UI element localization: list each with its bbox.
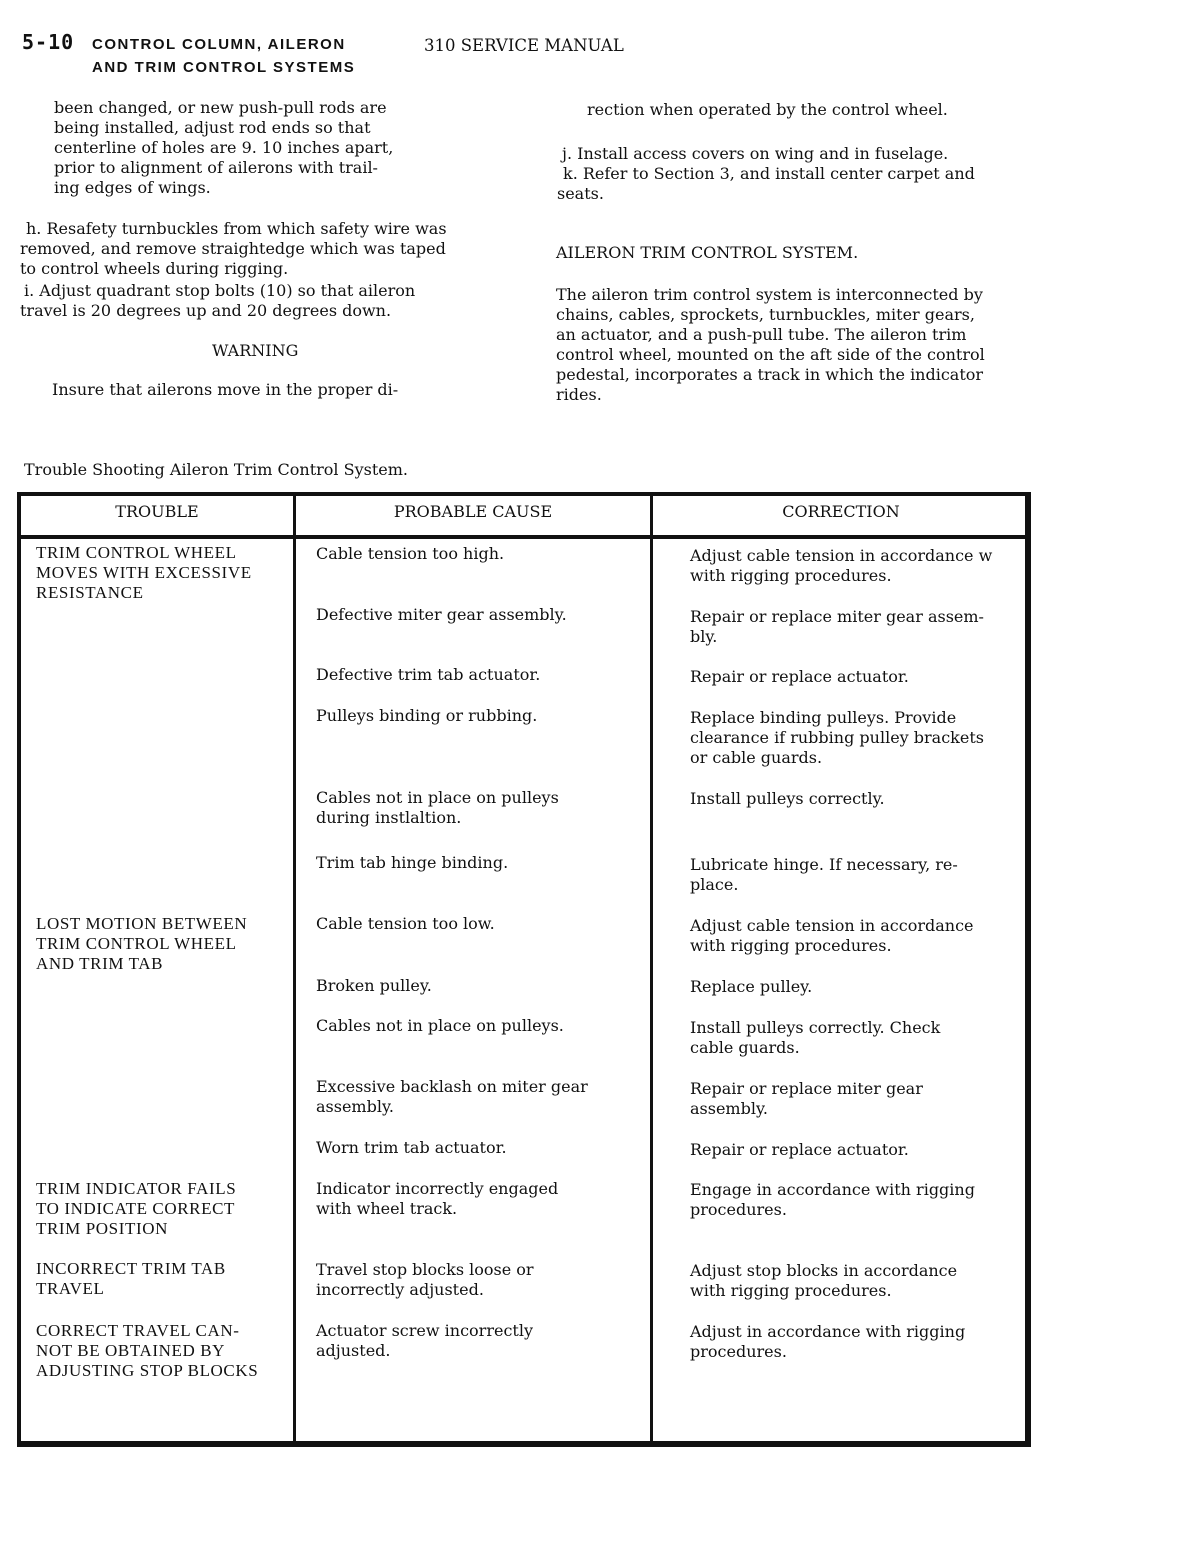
text-line: Replace pulley. [690, 977, 813, 996]
text-line: RESISTANCE [36, 583, 144, 602]
correction-cell [690, 1180, 975, 1220]
text-line: i. Adjust quadrant stop bolts (10) so that aileron [24, 281, 416, 300]
cause-cell [316, 706, 537, 726]
text-line: TRIM INDICATOR FAILS [36, 1179, 237, 1198]
section-body [556, 285, 985, 405]
text-line: AND TRIM TAB [36, 954, 164, 973]
text-line: procedures. [690, 1342, 787, 1361]
correction-cell [690, 977, 812, 997]
correction-cell [690, 546, 992, 586]
text-line: Pulleys binding or rubbing. [316, 706, 538, 725]
text-line: Adjust cable tension in accordance [690, 916, 974, 935]
cause-cell [316, 976, 432, 996]
text-line: or cable guards. [690, 748, 823, 767]
text-line: Adjust in accordance with rigging [690, 1322, 966, 1341]
correction-cell [690, 607, 984, 647]
text-line: travel is 20 degrees up and 20 degrees down. [20, 301, 392, 320]
text-line: The aileron trim control system is interconnected by [556, 285, 983, 304]
correction-cell [690, 1261, 957, 1301]
text-line: Repair or replace actuator. [690, 667, 909, 686]
trouble-cell [36, 1179, 236, 1239]
trouble-cell [36, 543, 252, 603]
text-line: TRIM POSITION [36, 1219, 168, 1238]
text-line: seats. [557, 184, 604, 203]
text-line: removed, and remove straightedge which was taped [20, 239, 446, 258]
text-line: control wheel, mounted on the aft side of the control [556, 345, 985, 364]
warning-text-continued: rection when operated by the control wheel. [587, 100, 948, 119]
text-line: with rigging procedures. [690, 1281, 892, 1300]
text-line: been changed, or new push-pull rods are [54, 98, 387, 117]
text-line: pedestal, incorporates a track in which the indicator [556, 365, 984, 384]
text-line: to control wheels during rigging. [20, 259, 289, 278]
column-divider [650, 494, 653, 1444]
cause-cell [316, 1016, 564, 1036]
text-line: INCORRECT TRIM TAB [36, 1259, 226, 1278]
text-line: Cables not in place on pulleys [316, 788, 559, 807]
cause-cell [316, 914, 495, 934]
text-line: Travel stop blocks loose or [316, 1260, 534, 1279]
paragraph-i [20, 281, 415, 321]
text-line: rides. [556, 385, 602, 404]
text-line: CORRECT TRAVEL CAN- [36, 1321, 240, 1340]
text-line: Install pulleys correctly. Check [690, 1018, 941, 1037]
text-line: TRIM CONTROL WHEEL [36, 934, 237, 953]
text-line: procedures. [690, 1200, 787, 1219]
correction-cell [690, 1018, 940, 1058]
correction-cell [690, 855, 958, 895]
text-line: Repair or replace miter gear assem- [690, 607, 984, 626]
section-title-line1: CONTROL COLUMN, AILERON [92, 36, 346, 53]
cause-cell [316, 1260, 534, 1300]
text-line: Trim tab hinge binding. [316, 853, 509, 872]
text-line: ing edges of wings. [54, 178, 211, 197]
text-line: Indicator incorrectly engaged [316, 1179, 559, 1198]
paragraph-g-continued [54, 98, 393, 198]
text-line: Cable tension too high. [316, 544, 505, 563]
text-line: Cables not in place on pulleys. [316, 1016, 564, 1035]
text-line: bly. [690, 627, 718, 646]
text-line: assembly. [690, 1099, 768, 1118]
text-line: Install pulleys correctly. [690, 789, 885, 808]
text-line: Worn trim tab actuator. [316, 1138, 507, 1157]
table-caption: Trouble Shooting Aileron Trim Control System. [24, 460, 408, 479]
text-line: prior to alignment of ailerons with trail- [54, 158, 378, 177]
text-line: k. Refer to Section 3, and install center carpet and [563, 164, 975, 183]
text-line: TO INDICATE CORRECT [36, 1199, 236, 1218]
cause-cell [316, 1077, 588, 1117]
text-line: an actuator, and a push-pull tube. The aileron trim [556, 325, 967, 344]
correction-cell [690, 789, 885, 809]
correction-cell [690, 1140, 909, 1160]
cause-cell [316, 788, 559, 828]
text-line: incorrectly adjusted. [316, 1280, 484, 1299]
section-title-line2: AND TRIM CONTROL SYSTEMS [92, 59, 356, 76]
text-line: Defective trim tab actuator. [316, 665, 541, 684]
text-line: Adjust stop blocks in accordance [690, 1261, 958, 1280]
paragraph-k [557, 164, 975, 204]
text-line: Repair or replace actuator. [690, 1140, 909, 1159]
trouble-cell [36, 1259, 226, 1299]
text-line: during instlaltion. [316, 808, 462, 827]
text-line: MOVES WITH EXCESSIVE [36, 563, 252, 582]
text-line: being installed, adjust rod ends so that [54, 118, 371, 137]
section-heading: AILERON TRIM CONTROL SYSTEM. [556, 243, 859, 262]
manual-title: 310 SERVICE MANUAL [424, 36, 624, 55]
text-line: with rigging procedures. [690, 566, 892, 585]
text-line: with rigging procedures. [690, 936, 892, 955]
correction-cell [690, 1322, 965, 1362]
text-line: place. [690, 875, 739, 894]
cause-cell [316, 853, 508, 873]
text-line: Cable tension too low. [316, 914, 495, 933]
cause-cell [316, 1321, 533, 1361]
cause-cell [316, 665, 540, 685]
paragraph-j: j. Install access covers on wing and in fuselage. [562, 144, 949, 163]
header-trouble: TROUBLE [115, 502, 199, 521]
text-line: with wheel track. [316, 1199, 458, 1218]
text-line: Excessive backlash on miter gear [316, 1077, 588, 1096]
text-line: LOST MOTION BETWEEN [36, 914, 248, 933]
cause-cell [316, 544, 504, 564]
page-number: 5-10 [22, 30, 75, 54]
trouble-cell [36, 1321, 258, 1381]
text-line: cable guards. [690, 1038, 800, 1057]
text-line: chains, cables, sprockets, turnbuckles, miter gears, [556, 305, 975, 324]
header-correction: CORRECTION [782, 502, 900, 521]
text-line: Actuator screw incorrectly [316, 1321, 533, 1340]
text-line: adjusted. [316, 1341, 391, 1360]
correction-cell [690, 916, 974, 956]
header-divider [19, 535, 1031, 539]
text-line: Lubricate hinge. If necessary, re- [690, 855, 958, 874]
header-probable-cause: PROBABLE CAUSE [393, 502, 553, 521]
cause-cell [316, 1179, 558, 1219]
text-line: Replace binding pulleys. Provide [690, 708, 957, 727]
text-line: clearance if rubbing pulley brackets [690, 728, 984, 747]
text-line: Adjust cable tension in accordance w [690, 546, 993, 565]
text-line: ADJUSTING STOP BLOCKS [36, 1361, 259, 1380]
text-line: Broken pulley. [316, 976, 432, 995]
cause-cell [316, 605, 567, 625]
text-line: NOT BE OBTAINED BY [36, 1341, 226, 1360]
warning-text: Insure that ailerons move in the proper di- [52, 380, 399, 399]
text-line: TRIM CONTROL WHEEL [36, 543, 237, 562]
text-line: centerline of holes are 9. 10 inches apart, [54, 138, 394, 157]
correction-cell [690, 1079, 923, 1119]
paragraph-h [20, 219, 447, 279]
column-divider [293, 494, 296, 1444]
trouble-cell [36, 914, 247, 974]
cause-cell [316, 1138, 507, 1158]
text-line: Engage in accordance with rigging [690, 1180, 975, 1199]
text-line: assembly. [316, 1097, 394, 1116]
text-line: TRAVEL [36, 1279, 105, 1298]
text-line: h. Resafety turnbuckles from which safety wire was [26, 219, 447, 238]
correction-cell [690, 667, 909, 687]
warning-title: WARNING [212, 341, 299, 360]
correction-cell [690, 708, 984, 768]
text-line: Repair or replace miter gear [690, 1079, 923, 1098]
text-line: Defective miter gear assembly. [316, 605, 567, 624]
